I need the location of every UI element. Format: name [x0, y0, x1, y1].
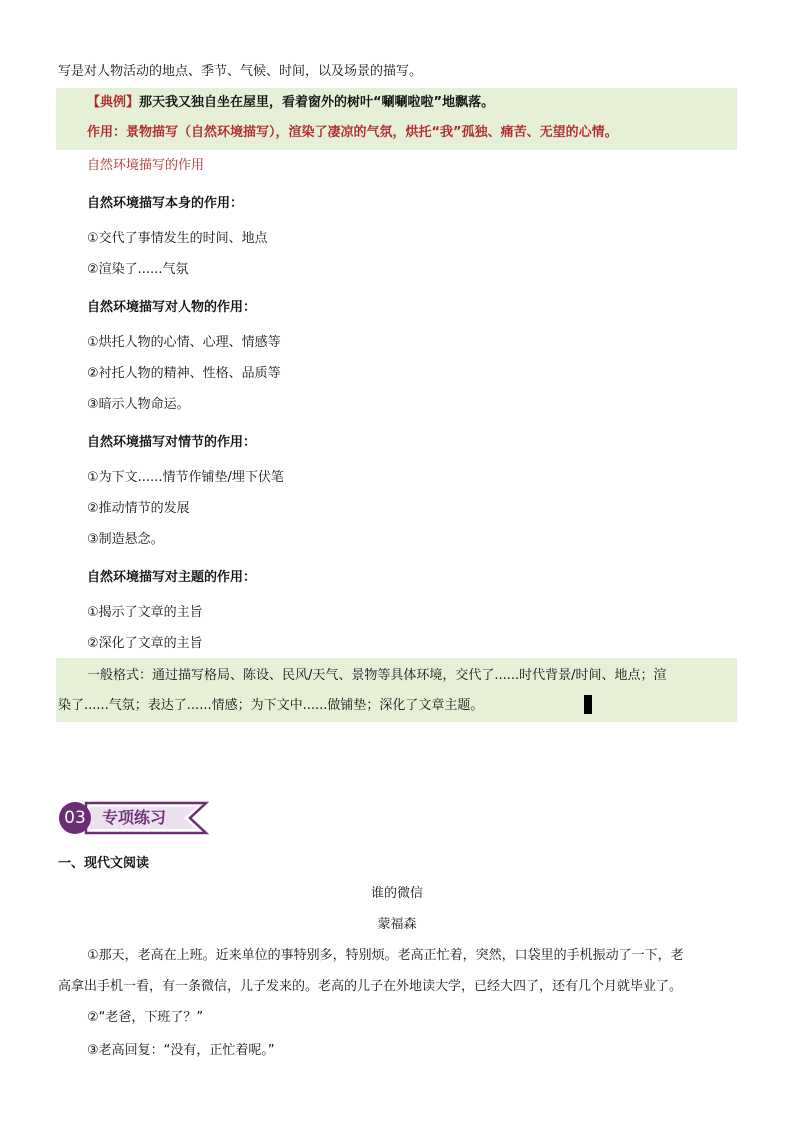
list-item: ②推动情节的发展 — [87, 501, 190, 516]
paragraph-line: ③老高回复：“没有，正忙着呢。” — [87, 1043, 275, 1058]
group-heading: 自然环境描写对情节的作用： — [87, 435, 257, 450]
article-author: 蒙福森 — [377, 917, 417, 932]
list-item: ②衬托人物的精神、性格、品质等 — [87, 366, 281, 381]
group-heading: 自然环境描写本身的作用： — [87, 196, 244, 211]
list-item: ③暗示人物命运。 — [87, 397, 190, 412]
example-text: 那天我又独自坐在屋里，看着窗外的树叶“唰唰啦啦”地飘落。 — [139, 95, 495, 110]
example-effect: 作用：景物描写（自然环境描写），渲染了凄凉的气氛，烘托“我”孤独、痛苦、无望的心情。 — [87, 125, 618, 140]
paragraph-line: 高拿出手机一看，有一条微信，儿子发来的。老高的儿子在外地读大学，已经大四了，还有几个月就毕业了。 — [58, 979, 683, 994]
format-line-1: 一般格式：通过描写格局、陈设、民风/天气、景物等具体环境，交代了......时代背景/时间、地点；渲 — [87, 668, 667, 683]
example-line — [87, 93, 494, 113]
list-item: ①烘托人物的心情、心理、情感等 — [87, 335, 281, 350]
reading-part-title: 一、现代文阅读 — [58, 856, 150, 871]
list-item: ①交代了事情发生的时间、地点 — [87, 231, 268, 246]
format-line-2: 染了......气氛；表达了......情感；为下文中......做铺垫；深化了文章主题。 — [58, 698, 484, 713]
list-item: ③制造悬念。 — [87, 532, 164, 547]
section-badge — [58, 797, 218, 843]
functions-title: 自然环境描写的作用 — [87, 158, 205, 173]
section-number: 03 — [64, 808, 86, 828]
paragraph-line: ①那天，老高在上班。近来单位的事特别多，特别烦。老高正忙着，突然，口袋里的手机振动了一下，老 — [87, 948, 684, 963]
list-item: ②深化了文章的主旨 — [87, 636, 203, 651]
group-heading: 自然环境描写对人物的作用： — [87, 300, 257, 315]
text-cursor — [584, 695, 592, 714]
section-title: 专项练习 — [102, 808, 167, 827]
list-item: ①揭示了文章的主旨 — [87, 605, 203, 620]
group-heading: 自然环境描写对主题的作用： — [87, 570, 257, 585]
example-tag: 【典例】 — [87, 95, 140, 110]
list-item: ①为下文......情节作铺垫/埋下伏笔 — [87, 470, 284, 485]
list-item: ②渲染了......气氛 — [87, 262, 189, 277]
intro-line: 写是对人物活动的地点、季节、气候、时间，以及场景的描写。 — [58, 64, 423, 79]
example-box — [56, 88, 737, 150]
paragraph-line: ②“老爸，下班了？” — [87, 1010, 204, 1025]
article-title: 谁的微信 — [370, 886, 423, 901]
format-box — [56, 658, 737, 722]
